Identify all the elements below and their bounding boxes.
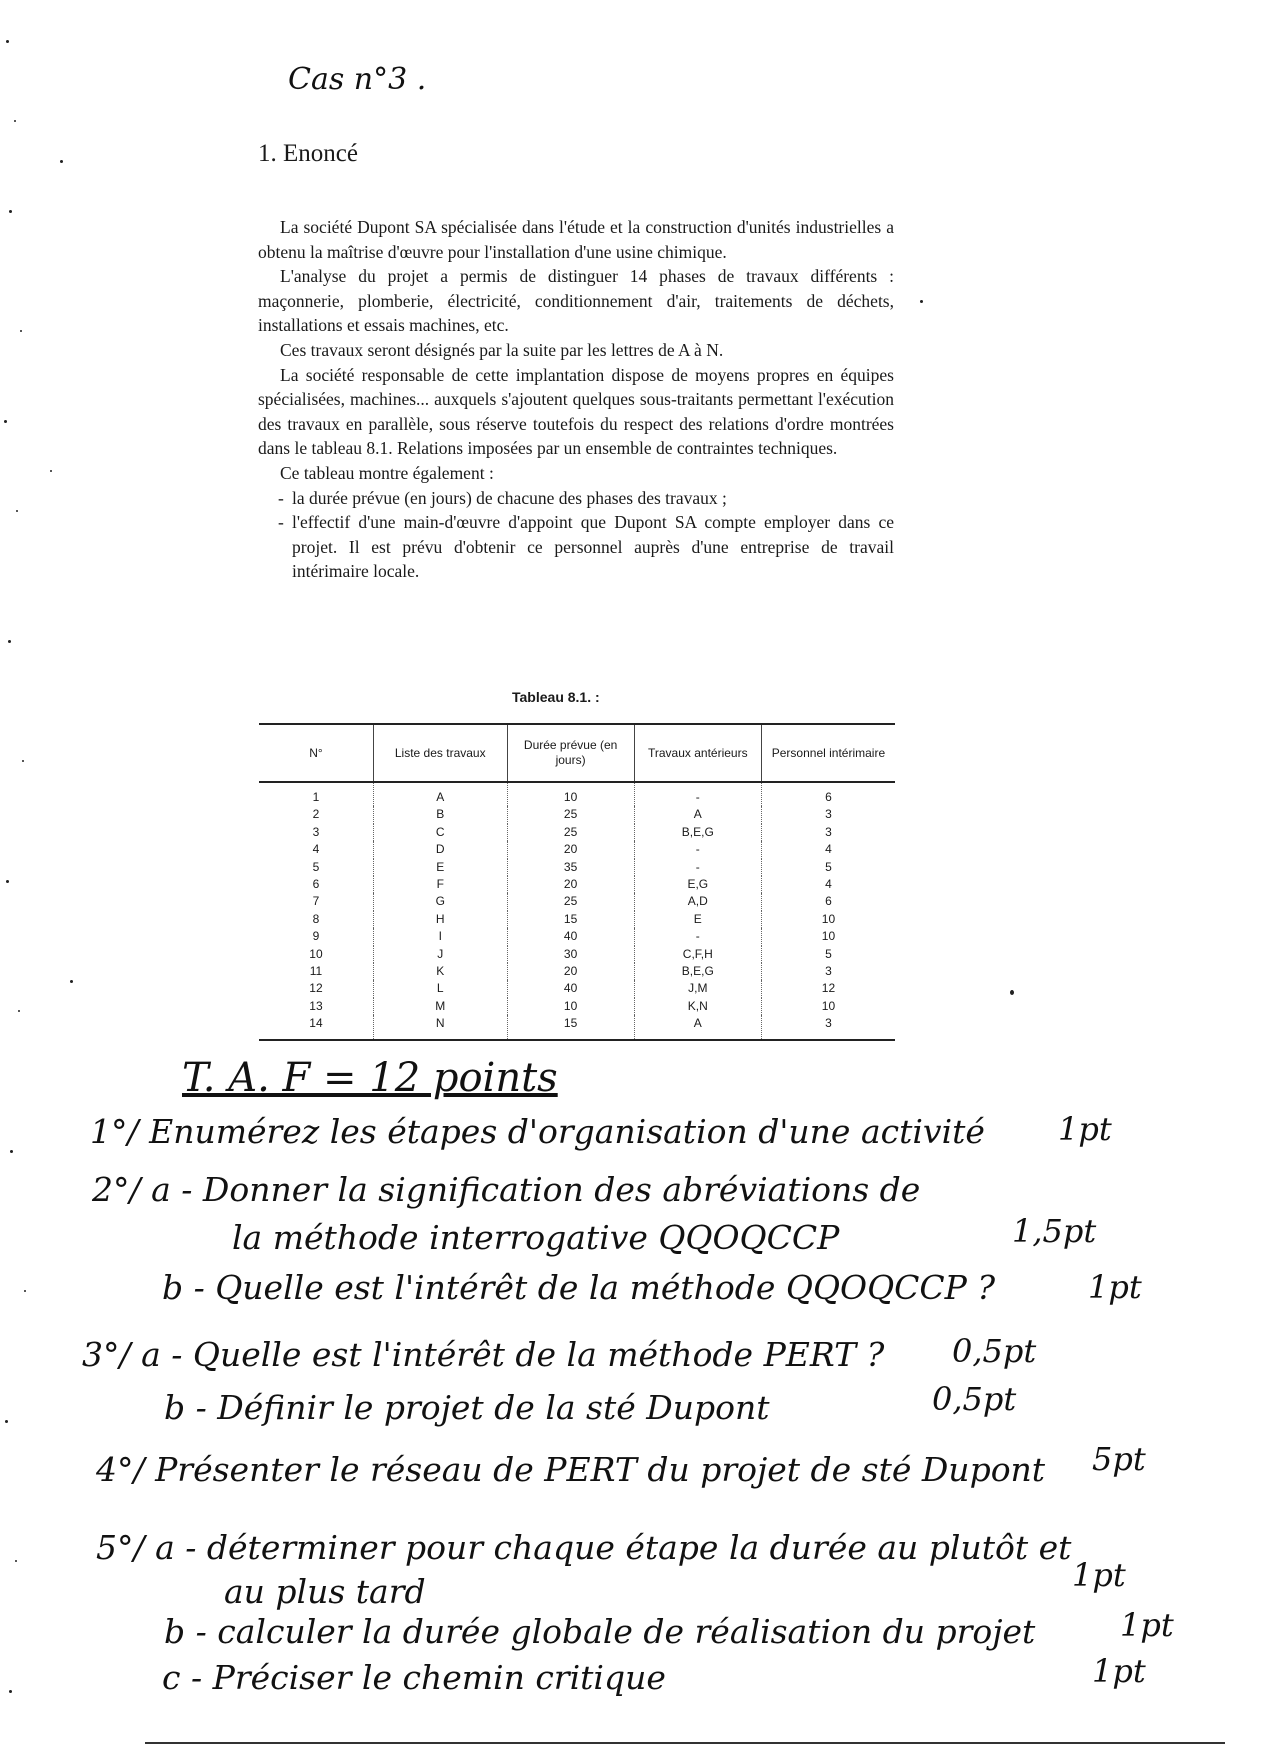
table-cell: M	[373, 998, 507, 1015]
table-row	[259, 806, 895, 823]
table-cell: 10	[761, 998, 895, 1015]
table-cell: J	[373, 946, 507, 963]
intro-bullet: - la durée prévue (en jours) de chacune des phases des travaux ;	[278, 486, 894, 511]
table-cell: 20	[507, 876, 634, 893]
table-cell: 25	[507, 893, 634, 910]
question-4: 4°/ Présenter le réseau de PERT du projet de sté Dupont	[96, 1450, 1046, 1489]
column-header: N°	[259, 724, 373, 782]
question-3a-points: 0,5pt	[952, 1332, 1037, 1370]
table-row	[259, 893, 895, 910]
table-cell: C,F,H	[634, 946, 761, 963]
column-header: Durée prévue (en jours)	[507, 724, 634, 782]
table-cell: 6	[312, 877, 320, 892]
table-row	[259, 946, 895, 963]
question-5a-continued: au plus tard	[224, 1572, 426, 1611]
question-3b-points: 0,5pt	[932, 1380, 1017, 1418]
table-cell: C	[373, 824, 507, 841]
intro-paragraph: Ces travaux seront désignés par la suite par les lettres de A à N.	[280, 339, 724, 360]
table-cell: E	[634, 911, 761, 928]
table-cell: 15	[507, 911, 634, 928]
table-cell: I	[373, 928, 507, 945]
table-cell: 3	[761, 963, 895, 980]
intro-paragraph: L'analyse du projet a permis de distinguer 14 phases de travaux différents : maçonnerie, plomberie, électricité, conditionnement d'air, traitements de déchets, installations et essais machines, etc.	[258, 266, 894, 336]
tasks-table	[259, 723, 895, 1041]
table-cell: 5	[312, 859, 320, 874]
intro-text	[258, 215, 894, 584]
column-header: Personnel intérimaire	[761, 724, 895, 782]
table-cell: 6	[761, 893, 895, 910]
question-1: 1°/ Enumérez les étapes d'organisation d'une activité	[90, 1112, 985, 1151]
intro-paragraph: La société Dupont SA spécialisée dans l'étude et la construction d'unités industrielles a obtenu la maîtrise d'œuvre pour l'installation d'une usine chimique.	[258, 217, 894, 262]
table-cell: G	[373, 893, 507, 910]
column-header: Liste des travaux	[373, 724, 507, 782]
table-row	[259, 998, 895, 1015]
table-cell: 20	[507, 841, 634, 858]
table-cell: 25	[507, 806, 634, 823]
table-cell: 15	[507, 1015, 634, 1039]
question-5a: 5°/ a - déterminer pour chaque étape la durée au plutôt et	[96, 1528, 1072, 1567]
table-cell: K,N	[634, 998, 761, 1015]
table-cell: N	[373, 1015, 507, 1039]
question-2a-points: 1,5pt	[1012, 1212, 1097, 1250]
table-cell: 8	[312, 911, 320, 926]
question-3b: b - Définir le projet de la sté Dupont	[164, 1388, 770, 1427]
table-cell: J,M	[634, 980, 761, 997]
table-row	[259, 841, 895, 858]
taf-title: T. A. F = 12 points	[182, 1055, 558, 1101]
table-body	[259, 782, 895, 1040]
question-5c-points: 1pt	[1092, 1652, 1146, 1690]
table-cell: 13	[309, 998, 323, 1013]
table-cell: 3	[761, 824, 895, 841]
table-cell: 4	[761, 841, 895, 858]
table-cell: E,G	[634, 876, 761, 893]
table-cell: 10	[761, 911, 895, 928]
table-row	[259, 782, 895, 806]
table-row	[259, 928, 895, 945]
question-2b-points: 1pt	[1088, 1268, 1142, 1306]
table-cell: 4	[761, 876, 895, 893]
table-caption: Tableau 8.1. :	[512, 689, 600, 705]
table-cell: 20	[507, 963, 634, 980]
intro-paragraph: Ce tableau montre également :	[280, 462, 494, 483]
question-2a-continued: la méthode interrogative QQOQCCP	[232, 1218, 840, 1257]
table-cell: 4	[312, 842, 320, 857]
column-header: Travaux antérieurs	[634, 724, 761, 782]
table-cell: -	[634, 859, 761, 876]
question-5b-points: 1pt	[1120, 1606, 1174, 1644]
question-5b: b - calculer la durée globale de réalisation du projet	[164, 1612, 1036, 1651]
table-cell: 5	[761, 859, 895, 876]
table-cell: 2	[312, 807, 320, 822]
table-cell: -	[634, 782, 761, 806]
table-cell: A	[634, 1015, 761, 1039]
table-row	[259, 1015, 895, 1039]
table-cell: 10	[507, 782, 634, 806]
table-cell: H	[373, 911, 507, 928]
question-4-points: 5pt	[1092, 1440, 1146, 1478]
table-header-row	[259, 724, 895, 782]
table-cell: 3	[761, 1015, 895, 1039]
question-1-points: 1pt	[1058, 1110, 1112, 1148]
table-cell: 35	[507, 859, 634, 876]
table-cell: 5	[761, 946, 895, 963]
intro-bullets	[258, 486, 894, 584]
question-2a: 2°/ a - Donner la signification des abréviations de	[92, 1170, 921, 1209]
table-cell: B,E,G	[634, 963, 761, 980]
table-cell: 12	[309, 981, 323, 996]
intro-bullet: - l'effectif d'une main-d'œuvre d'appoint que Dupont SA compte employer dans ce projet. Il est prévu d'obtenir ce personnel auprès d'une entreprise de travail intérimaire locale.	[278, 510, 894, 584]
table-row	[259, 824, 895, 841]
case-title: Cas n°3 .	[288, 62, 427, 97]
table-row	[259, 876, 895, 893]
table-cell: 10	[507, 998, 634, 1015]
table-cell: -	[634, 841, 761, 858]
table-cell: -	[634, 928, 761, 945]
table-cell: 3	[761, 806, 895, 823]
intro-paragraph: La société responsable de cette implantation dispose de moyens propres en équipes spécialisées, machines... auxquels s'ajoutent quelques sous-traitants permettant l'exécution des travaux en parallèle, sous réserve toutefois du respect des relations d'ordre montrées dans le tableau 8.1. Relations imposées par un ensemble de contraintes techniques.	[258, 364, 894, 459]
table-cell: K	[373, 963, 507, 980]
table-cell: F	[373, 876, 507, 893]
table-cell: 40	[507, 980, 634, 997]
table-row	[259, 963, 895, 980]
page-bottom-rule	[145, 1742, 1225, 1744]
table-cell: D	[373, 841, 507, 858]
table-cell: A	[634, 806, 761, 823]
table-cell: L	[373, 980, 507, 997]
table-cell: 6	[761, 782, 895, 806]
table-cell: A,D	[634, 893, 761, 910]
table-cell: 1	[312, 790, 320, 804]
table-cell: E	[373, 859, 507, 876]
question-2b: b - Quelle est l'intérêt de la méthode QQOQCCP ?	[162, 1268, 996, 1307]
table-row	[259, 911, 895, 928]
table-cell: 7	[312, 894, 320, 909]
section-title: 1. Enoncé	[258, 140, 358, 167]
table-row	[259, 980, 895, 997]
question-5c: c - Préciser le chemin critique	[162, 1658, 666, 1697]
table-cell: B	[373, 806, 507, 823]
table-cell: 11	[309, 964, 323, 979]
table-row	[259, 859, 895, 876]
table-cell: 10	[761, 928, 895, 945]
table-cell: 25	[507, 824, 634, 841]
table-cell: 10	[309, 946, 323, 961]
table-cell: 14	[259, 1015, 373, 1039]
table-cell: 3	[312, 824, 320, 839]
question-3a: 3°/ a - Quelle est l'intérêt de la méthode PERT ?	[82, 1335, 885, 1374]
table-cell: A	[373, 782, 507, 806]
table-cell: 40	[507, 928, 634, 945]
question-5a-points: 1pt	[1072, 1556, 1126, 1594]
table-cell: 9	[312, 929, 320, 944]
table-cell: 30	[507, 946, 634, 963]
table-cell: B,E,G	[634, 824, 761, 841]
table-cell: 12	[761, 980, 895, 997]
